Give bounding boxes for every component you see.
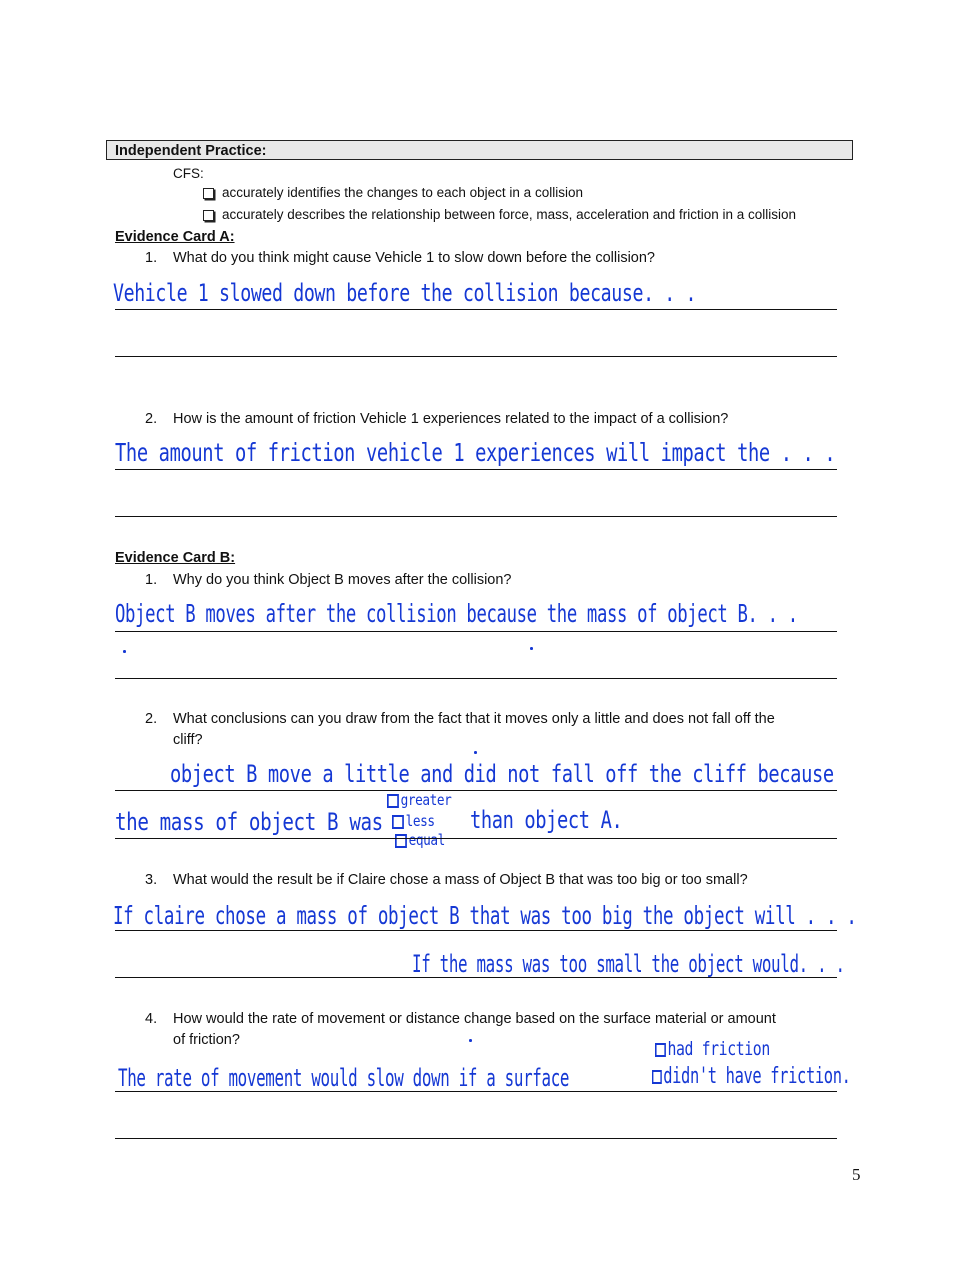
answer-line xyxy=(115,469,837,470)
handwritten-answer: The rate of movement would slow down if a surface xyxy=(118,1064,570,1092)
ink-dot xyxy=(474,751,477,754)
answer-line xyxy=(115,356,837,357)
question-number: 2. xyxy=(145,411,158,427)
ink-dot xyxy=(469,1039,472,1042)
card-b-heading: Evidence Card B: xyxy=(115,550,236,566)
handwritten-answer: The amount of friction vehicle 1 experiences will impact the . . . xyxy=(115,438,836,467)
question-text-line: What conclusions can you draw from the fact that it moves only a little and does not fall off the xyxy=(173,711,775,727)
ink-dot xyxy=(123,650,126,653)
checkbox-icon xyxy=(387,794,399,808)
ink-dot xyxy=(530,647,533,650)
checkbox-icon xyxy=(655,1043,666,1057)
handwritten-answer-line: If the mass was too small the object would. . . xyxy=(412,950,845,978)
question-text: Why do you think Object B moves after the collision? xyxy=(173,572,512,588)
answer-line xyxy=(115,838,837,839)
option-less: less xyxy=(392,812,435,830)
answer-line xyxy=(115,977,837,978)
question-text: What do you think might cause Vehicle 1 to slow down before the collision? xyxy=(173,250,655,266)
option-equal: equal xyxy=(395,831,445,849)
checkbox-icon xyxy=(203,210,214,221)
option-didnt-have-friction: didn't have friction. xyxy=(652,1064,851,1089)
handwritten-answer-line: object B move a little and did not fall off the cliff because xyxy=(170,760,834,788)
question-number: 4. xyxy=(145,1011,158,1027)
card-a-heading: Evidence Card A: xyxy=(115,229,235,245)
question-text-line: of friction? xyxy=(173,1032,240,1048)
page-number: 5 xyxy=(852,1165,861,1184)
answer-line xyxy=(115,1091,837,1092)
option-had-friction: had friction xyxy=(655,1038,770,1060)
criteria-label: CFS: xyxy=(173,166,204,181)
question-number: 2. xyxy=(145,711,158,727)
question-text-line: How would the rate of movement or distance change based on the surface material or amount xyxy=(173,1011,776,1027)
section-header xyxy=(106,140,853,160)
answer-line xyxy=(115,309,837,310)
option-greater: greater xyxy=(387,791,451,809)
checkbox-icon xyxy=(203,188,214,199)
question-text: How is the amount of friction Vehicle 1 experiences related to the impact of a collision? xyxy=(173,411,729,427)
answer-line xyxy=(115,790,837,791)
handwritten-answer: Object B moves after the collision because the mass of object B. . . xyxy=(115,599,798,628)
handwritten-answer-line: If claire chose a mass of object B that was too big the object will . . . xyxy=(113,901,857,930)
checkbox-icon xyxy=(395,834,407,848)
criteria-item: accurately identifies the changes to each object in a collision xyxy=(203,185,583,200)
question-number: 3. xyxy=(145,872,158,888)
question-text: What would the result be if Claire chose a mass of Object B that was too big or too small? xyxy=(173,872,748,888)
section-title: Independent Practice: xyxy=(115,143,267,159)
checkbox-icon xyxy=(652,1070,662,1084)
handwritten-answer-line: the mass of object B was xyxy=(115,808,383,836)
handwritten-answer-end: than object A. xyxy=(470,806,623,834)
question-number: 1. xyxy=(145,250,158,266)
answer-line xyxy=(115,678,837,679)
answer-line xyxy=(115,1138,837,1139)
handwritten-answer: Vehicle 1 slowed down before the collision because. . . xyxy=(113,279,697,307)
answer-line xyxy=(115,631,837,632)
answer-line xyxy=(115,516,837,517)
answer-line xyxy=(115,930,837,931)
criteria-item: accurately describes the relationship between force, mass, acceleration and friction in a collision xyxy=(203,207,796,222)
checkbox-icon xyxy=(392,815,404,829)
question-number: 1. xyxy=(145,572,158,588)
question-text-line: cliff? xyxy=(173,732,203,748)
